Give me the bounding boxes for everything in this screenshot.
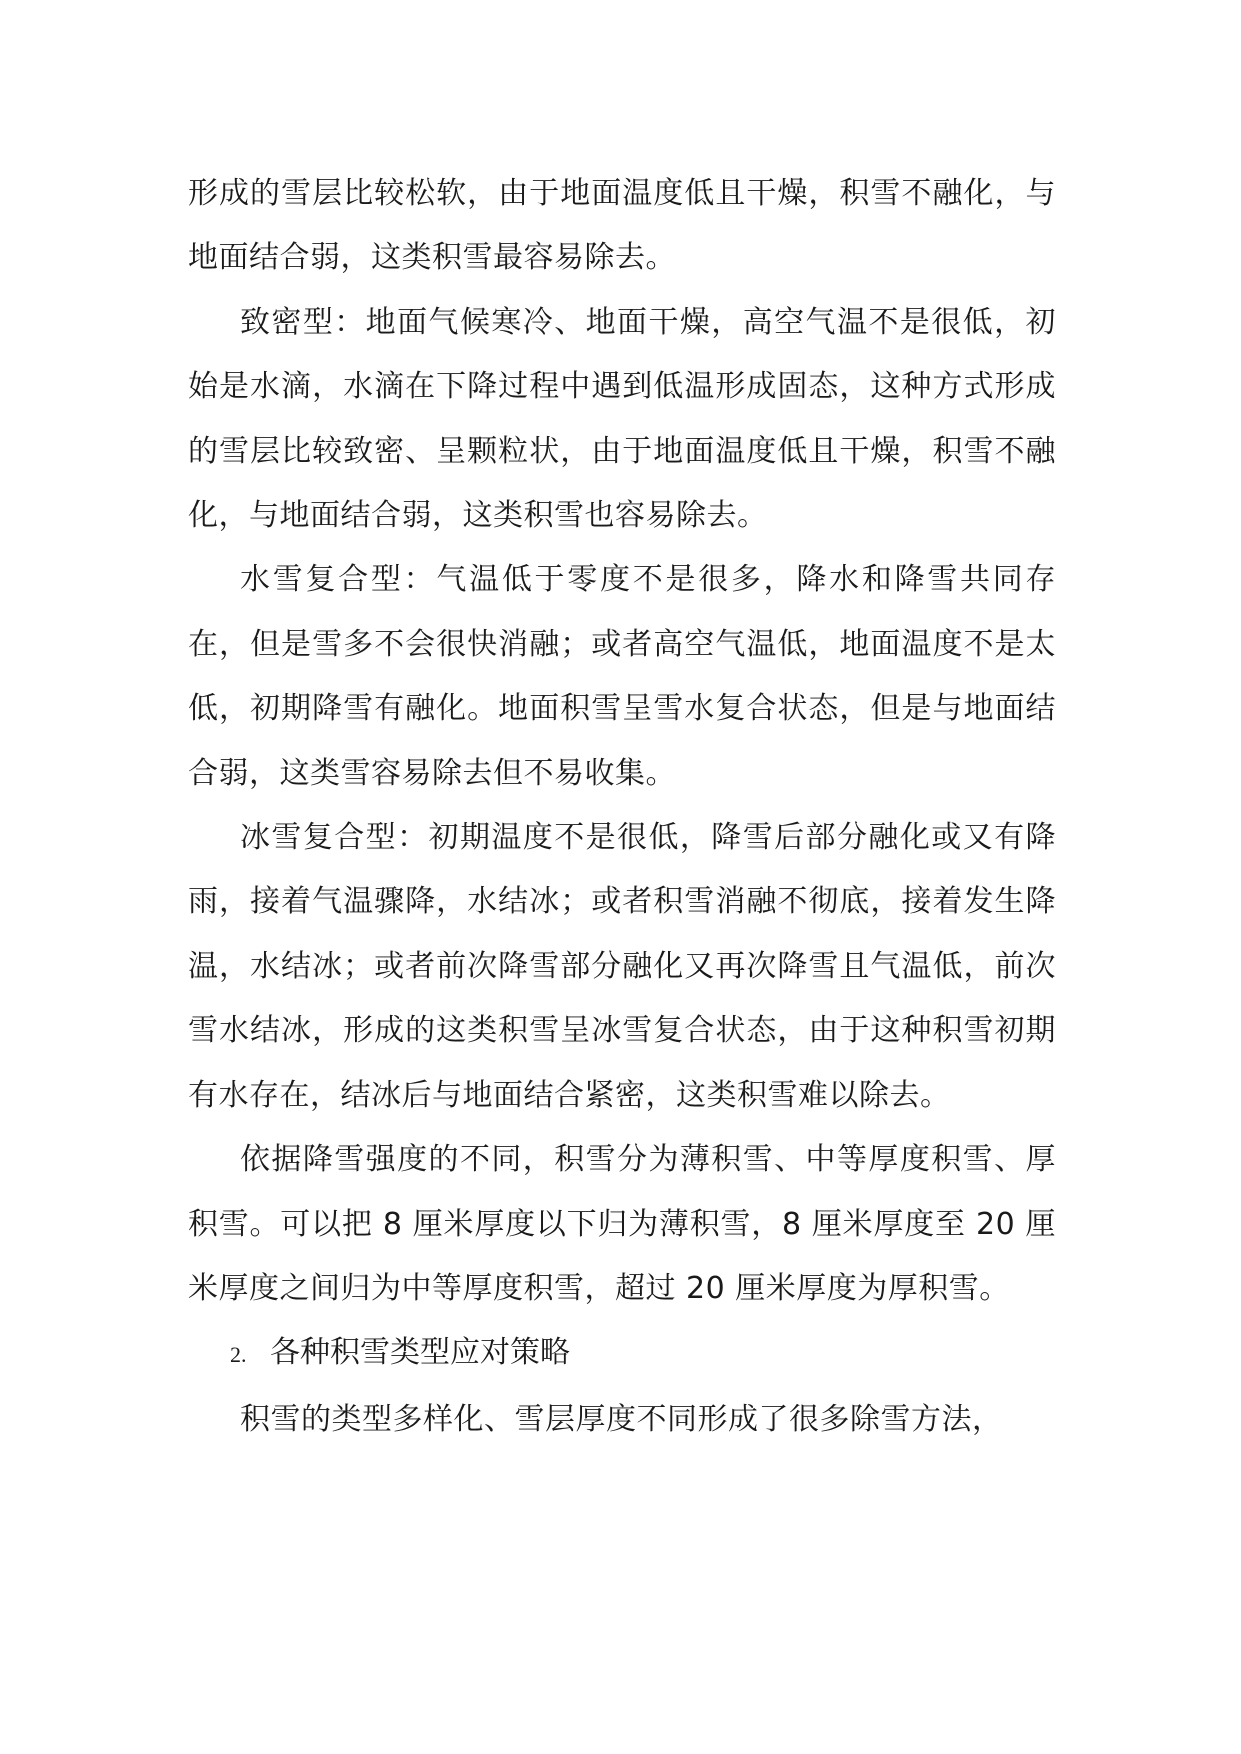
paragraph-strategies-intro: 积雪的类型多样化、雪层厚度不同形成了很多除雪方法， (240, 1401, 1003, 1437)
paragraph-water-snow-composite: 水雪复合型：气温低于零度不是很多，降水和降雪共同存在，但是雪多不会很快消融；或者高空气温低，地面温度不是太低，初期降雪有融化。地面积雪呈雪水复合状态，但是与地面结合弱，这类雪容易除去但不易收集。 (188, 562, 1056, 791)
paragraph-dense-type: 致密型：地面气候寒冷、地面干燥，高空气温不是很低，初始是水滴，水滴在下降过程中遇到低温形成固态，这种方式形成的雪层比较致密、呈颗粒状，由于地面温度低且干燥，积雪不融化，与地面结合弱，这类积雪也容易除去。 (188, 304, 1056, 534)
paragraph-snow-thickness: 依据降雪强度的不同，积雪分为薄积雪、中等厚度积雪、厚积雪。可以把 8 厘米厚度以下归为薄积雪，8 厘米厚度至 20 厘米厚度之间归为中等厚度积雪，超过 20 厘米厚度为厚积雪。 (188, 1142, 1056, 1306)
section-title: 各种积雪类型应对策略 (270, 1335, 570, 1371)
document-body (188, 162, 1056, 1452)
paragraph-ice-snow-composite: 冰雪复合型：初期温度不是很低，降雪后部分融化或又有降雨，接着气温骤降，水结冰；或者积雪消融不彻底，接着发生降温，水结冰；或者前次降雪部分融化又再次降雪且气温低，前次雪水结冰，形成的这类积雪呈冰雪复合状态，由于这种积雪初期有水存在，结冰后与地面结合紧密，这类积雪难以除去。 (188, 820, 1056, 1113)
section-number: 2. (230, 1342, 247, 1368)
paragraph-loose-snow-continued: 形成的雪层比较松软，由于地面温度低且干燥，积雪不融化，与地面结合弱，这类积雪最容易除去。 (188, 176, 1056, 276)
section-heading (188, 1321, 1056, 1387)
